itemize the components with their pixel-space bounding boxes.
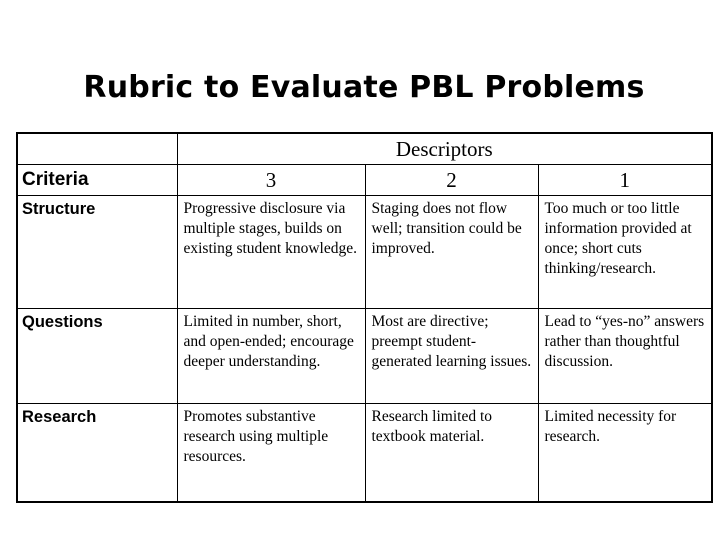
descriptors-header: Descriptors	[177, 133, 712, 165]
descriptors-header-row	[17, 133, 712, 165]
descriptor-cell: Promotes substantive research using multiple resources.	[177, 404, 365, 503]
header-empty-cell	[17, 133, 177, 165]
score-header-2: 2	[365, 165, 538, 196]
table-row	[17, 404, 712, 503]
descriptor-cell: Most are directive; preempt student-generated learning issues.	[365, 309, 538, 404]
criteria-header: Criteria	[17, 165, 177, 196]
criterion-structure: Structure	[17, 196, 177, 309]
score-header-3: 3	[177, 165, 365, 196]
criterion-questions: Questions	[17, 309, 177, 404]
descriptor-cell: Limited necessity for research.	[538, 404, 712, 503]
criterion-research: Research	[17, 404, 177, 503]
table-row	[17, 196, 712, 309]
descriptor-cell: Progressive disclosure via multiple stages, builds on existing student knowledge.	[177, 196, 365, 309]
rubric-table	[16, 132, 713, 503]
descriptor-cell: Lead to “yes-no” answers rather than thoughtful discussion.	[538, 309, 712, 404]
descriptor-cell: Limited in number, short, and open-ended; encourage deeper understanding.	[177, 309, 365, 404]
table-row	[17, 309, 712, 404]
descriptor-cell: Research limited to textbook material.	[365, 404, 538, 503]
descriptor-cell: Too much or too little information provided at once; short cuts thinking/research.	[538, 196, 712, 309]
page-title: Rubric to Evaluate PBL Problems	[83, 70, 645, 105]
score-header-1: 1	[538, 165, 712, 196]
score-header-row	[17, 165, 712, 196]
descriptor-cell: Staging does not flow well; transition could be improved.	[365, 196, 538, 309]
